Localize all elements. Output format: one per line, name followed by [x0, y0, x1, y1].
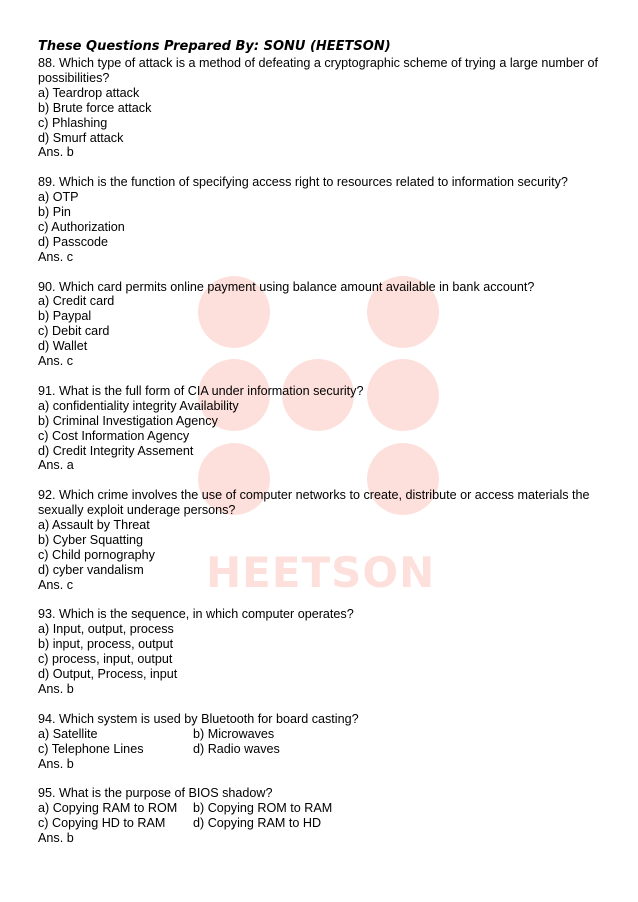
- option-b: b) Cyber Squatting: [38, 532, 144, 547]
- option-b: b) Brute force attack: [38, 100, 152, 115]
- question-block: [38, 607, 618, 696]
- question-text: 92. Which crime involves the use of computer networks to create, distribute or access materials the sexually exploit underage persons?: [38, 488, 590, 518]
- option-a: a) Satellite: [38, 726, 98, 741]
- answer-text: Ans. b: [38, 681, 74, 696]
- question-block: [38, 488, 618, 592]
- question-block: [38, 712, 618, 772]
- question-block: [38, 280, 618, 369]
- question-text: 89. Which is the function of specifying access right to resources related to information security?: [38, 175, 568, 190]
- question-text: 90. Which card permits online payment using balance amount available in bank account?: [38, 279, 535, 294]
- option-d: d) cyber vandalism: [38, 562, 144, 577]
- answer-text: Ans. c: [38, 354, 73, 369]
- answer-text: Ans. b: [38, 831, 74, 846]
- question-block: [38, 175, 618, 264]
- option-d: d) Wallet: [38, 339, 88, 354]
- option-a: a) OTP: [38, 190, 79, 205]
- answer-text: Ans. b: [38, 145, 74, 160]
- option-c: c) Authorization: [38, 219, 125, 234]
- option-a: a) confidentiality integrity Availability: [38, 398, 239, 413]
- option-c: c) Child pornography: [38, 547, 155, 562]
- option-c: c) Debit card: [38, 324, 110, 339]
- options-row: [38, 801, 618, 816]
- options-row: [38, 727, 618, 742]
- option-d: d) Output, Process, input: [38, 667, 178, 682]
- option-c: c) process, input, output: [38, 652, 173, 667]
- answer-text: Ans. c: [38, 577, 73, 592]
- question-block: [38, 56, 618, 160]
- option-a: a) Teardrop attack: [38, 85, 140, 100]
- option-d: d) Credit Integrity Assement: [38, 443, 194, 458]
- question-text: 91. What is the full form of CIA under information security?: [38, 383, 364, 398]
- option-c: c) Phlashing: [38, 115, 108, 130]
- option-b: b) Pin: [38, 205, 71, 220]
- option-b: b) Microwaves: [193, 726, 275, 741]
- question-text: 88. Which type of attack is a method of defeating a cryptographic scheme of trying a large number of possibilities?: [38, 56, 599, 85]
- answer-text: Ans. c: [38, 249, 73, 264]
- option-c: c) Cost Information Agency: [38, 428, 190, 443]
- option-a: a) Input, output, process: [38, 622, 174, 637]
- option-b: b) Criminal Investigation Agency: [38, 413, 218, 428]
- option-d: d) Passcode: [38, 234, 109, 249]
- options-row: [38, 742, 618, 757]
- option-d: d) Smurf attack: [38, 130, 124, 145]
- document-header: These Questions Prepared By: SONU (HEETSON): [38, 39, 391, 54]
- watermark-text: HEETSON: [206, 548, 436, 597]
- document-body: [38, 38, 618, 861]
- question-block: [38, 786, 618, 846]
- option-d: d) Radio waves: [193, 741, 280, 756]
- option-c: c) Copying HD to RAM: [38, 816, 166, 831]
- option-a: a) Assault by Threat: [38, 518, 150, 533]
- option-b: b) Paypal: [38, 309, 92, 324]
- option-c: c) Telephone Lines: [38, 741, 144, 756]
- question-text: 95. What is the purpose of BIOS shadow?: [38, 786, 273, 801]
- option-d: d) Copying RAM to HD: [193, 816, 322, 831]
- question-block: [38, 384, 618, 473]
- option-b: b) Copying ROM to RAM: [193, 801, 333, 816]
- options-row: [38, 816, 618, 831]
- answer-text: Ans. b: [38, 756, 74, 771]
- question-text: 94. Which system is used by Bluetooth for board casting?: [38, 711, 359, 726]
- question-text: 93. Which is the sequence, in which computer operates?: [38, 607, 354, 622]
- option-a: a) Credit card: [38, 294, 115, 309]
- option-b: b) input, process, output: [38, 637, 174, 652]
- option-a: a) Copying RAM to ROM: [38, 801, 178, 816]
- answer-text: Ans. a: [38, 458, 74, 473]
